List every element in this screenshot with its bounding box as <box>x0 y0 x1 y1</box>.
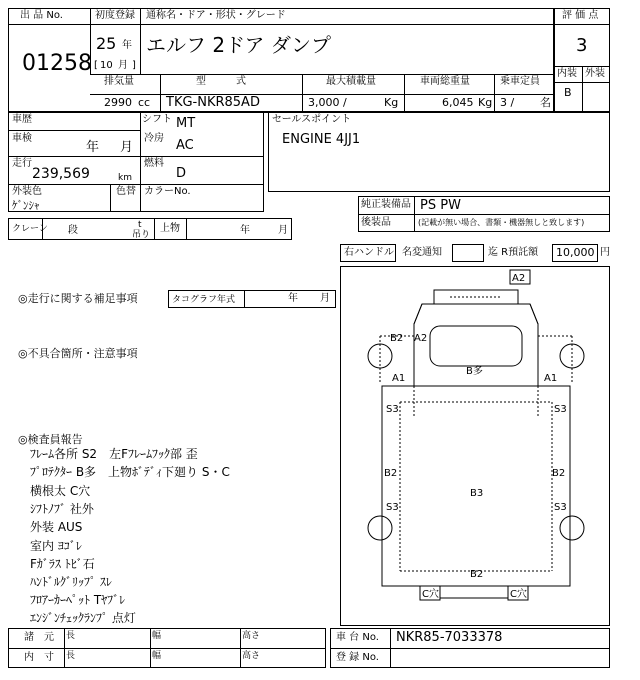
mark-b2-right-mid: B2 <box>552 468 566 479</box>
list-item: ｼﾌﾄﾉﾌﾞ 社外 <box>30 502 94 516</box>
list-item: ﾌﾛｱｰｶｰﾍﾟｯﾄ Tﾔﾌﾞﾚ <box>30 593 126 607</box>
shift-value: MT <box>176 116 196 131</box>
mark-b2-left-mid: B2 <box>384 468 398 479</box>
vehicle-info-label: 通称名・ドア・形状・グレード <box>146 10 286 21</box>
mark-b2-bottom: B2 <box>470 569 484 580</box>
inspector-label: ◎検査員報告 <box>18 433 83 446</box>
list-item: 横根太 C穴 <box>30 484 91 498</box>
sales-point-value: ENGINE 4JJ1 <box>282 132 361 147</box>
mark-s3-right-bot: S3 <box>554 502 567 513</box>
max-load-value: 3,000 / <box>308 96 347 109</box>
mark-s3-left-top: S3 <box>386 404 399 415</box>
list-item: ﾌﾟﾛﾃｸﾀｰ B多 上物ﾎﾞﾃﾞｨ下廻り S・C <box>30 465 230 479</box>
rear-right-wheel <box>560 516 584 540</box>
list-item: 室内 ﾖｺﾞﾚ <box>30 539 82 553</box>
interior-label: 内装 <box>557 68 577 79</box>
chassis-no: NKR85-7033378 <box>396 630 503 645</box>
fuel-value: D <box>176 166 187 181</box>
cargo-bed <box>382 386 570 586</box>
rear-bumper <box>434 586 518 598</box>
lot-no-label: 出 品 No. <box>20 10 63 21</box>
interior-grade: B <box>564 86 572 99</box>
capacity-value: 3 / <box>500 96 515 109</box>
driving-notes-label: ◎走行に関する補足事項 <box>18 292 138 305</box>
mark-a1-right: A1 <box>544 373 558 384</box>
mark-a2-cab: A2 <box>414 333 428 344</box>
mark-s3-left-bot: S3 <box>386 502 399 513</box>
deposit-value: 10,000 <box>556 246 595 259</box>
list-item: ｴﾝｼﾞﾝﾁｪｯｸﾗﾝﾌﾟ 点灯 <box>30 611 136 625</box>
displacement-value: 2990 <box>104 96 132 109</box>
first-reg-label: 初度登録 <box>95 10 135 21</box>
genuine-equip-value: PS PW <box>420 198 461 213</box>
rear-left-wheel <box>368 516 392 540</box>
overall-grade: 3 <box>576 35 588 56</box>
reg-month: 10 <box>100 60 113 71</box>
mark-b2-cab-left: B2 <box>390 333 404 344</box>
mark-c-hole-right: C穴 <box>510 589 527 600</box>
vehicle-name: エルフ 2ドア ダンプ <box>146 33 332 57</box>
list-item: Fｶﾞﾗｽ ﾄﾋﾞ石 <box>30 557 95 571</box>
truck-diagram <box>340 266 610 626</box>
mark-s3-right-top: S3 <box>554 404 567 415</box>
gross-weight-value: 6,045 <box>442 96 474 109</box>
windshield <box>430 326 522 366</box>
mileage-value: 239,569 <box>32 166 90 182</box>
list-item: 外装 AUS <box>30 520 83 534</box>
model-code: TKG-NKR85AD <box>166 95 260 110</box>
reg-year: 25 <box>96 34 117 53</box>
list-item: ﾊﾝﾄﾞﾙｸﾞﾘｯﾌﾟ ｽﾚ <box>30 575 112 589</box>
lot-number: 01258 <box>22 51 92 76</box>
ext-color-value: ｹﾞﾝｼｬ <box>12 199 40 212</box>
defects-label: ◎不具合箇所・注意事項 <box>18 347 138 360</box>
mark-a2-top: A2 <box>512 273 526 284</box>
mark-b3-center: B3 <box>470 488 484 499</box>
list-item: ﾌﾚｰﾑ各所 S2 左Fﾌﾚｰﾑﾌｯｸ部 歪 <box>30 447 198 461</box>
mark-a1-left: A1 <box>392 373 406 384</box>
mark-b-many: B多 <box>466 366 483 377</box>
details-frame <box>8 112 264 212</box>
ac-value: AC <box>176 138 194 153</box>
rating-label: 評 価 点 <box>562 10 599 21</box>
name-change-box <box>452 244 484 262</box>
exterior-label: 外装 <box>585 68 605 79</box>
mark-c-hole-left: C穴 <box>422 589 439 600</box>
